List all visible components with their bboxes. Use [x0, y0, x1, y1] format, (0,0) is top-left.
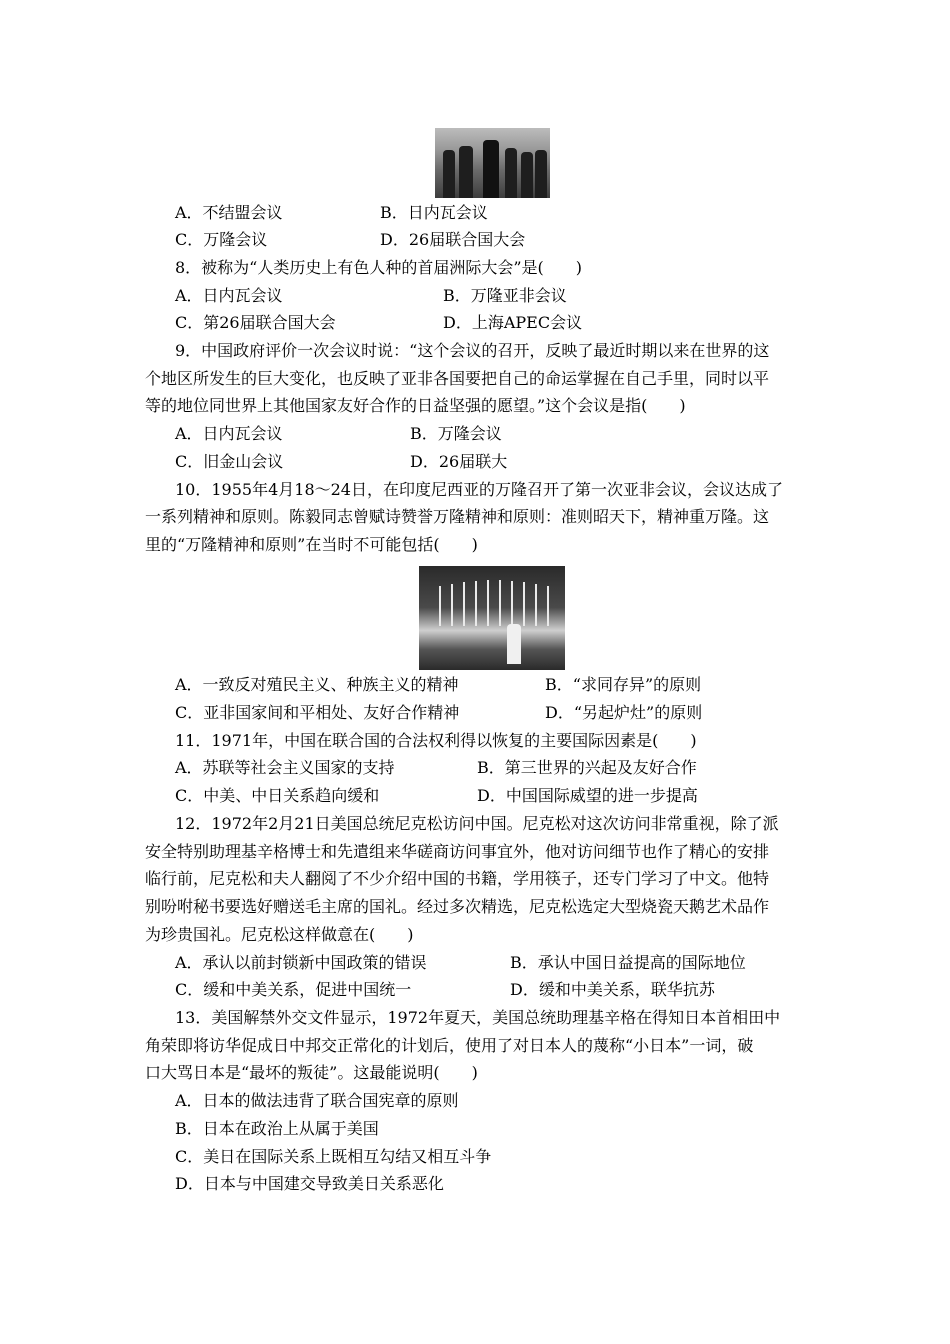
q13-option-c: C．美日在国际关系上既相互勾结又相互斗争 [175, 1147, 492, 1166]
q12-stem-line-4: 别吩咐秘书要选好赠送毛主席的国礼。经过多次精选，尼克松选定大型烧瓷天鹅艺术品作 [145, 897, 770, 916]
q9-option-a: A．日内瓦会议 [175, 424, 283, 443]
q9-option-b: B．万隆会议 [410, 424, 502, 443]
q11-option-b: B．第三世界的兴起及友好合作 [477, 758, 697, 777]
conference-hall-photo [419, 566, 565, 670]
q9-option-c: C．旧金山会议 [175, 452, 284, 471]
q10-option-c: C．亚非国家间和平相处、友好合作精神 [175, 703, 460, 722]
delegation-photo [435, 128, 550, 198]
q10-option-a: A．一致反对殖民主义、种族主义的精神 [175, 675, 459, 694]
q13-option-d: D．日本与中国建交导致美日关系恶化 [175, 1174, 444, 1193]
q9-option-d: D．26届联大 [410, 452, 508, 471]
q10-option-b: B．“求同存异”的原则 [545, 675, 702, 694]
q11-option-c: C．中美、中日关系趋向缓和 [175, 786, 380, 805]
q9-stem-line-1: 9．中国政府评价一次会议时说：“这个会议的召开，反映了最近时期以来在世界的这 [175, 341, 770, 360]
q8-stem: 8．被称为“人类历史上有色人种的首届洲际大会”是( ) [175, 258, 583, 277]
q12-option-b: B．承认中国日益提高的国际地位 [510, 953, 746, 972]
q7-option-c: C．万隆会议 [175, 230, 268, 249]
q13-stem-line-2: 角荣即将访华促成日中邦交正常化的计划后，使用了对日本人的蔑称“小日本”一词，破 [145, 1036, 754, 1055]
q9-stem-line-3: 等的地位同世界上其他国家友好合作的日益坚强的愿望。”这个会议是指( ) [145, 396, 686, 415]
q13-option-a: A．日本的做法违背了联合国宪章的原则 [175, 1091, 459, 1110]
q12-stem-line-1: 12．1972年2月21日美国总统尼克松访问中国。尼克松对这次访问非常重视，除了派 [175, 814, 779, 833]
q12-option-c: C．缓和中美关系，促进中国统一 [175, 980, 412, 999]
q10-stem-line-2: 一系列精神和原则。陈毅同志曾赋诗赞誉万隆精神和原则：准则昭天下，精神重万隆。这 [145, 507, 770, 526]
q13-stem-line-3: 口大骂日本是“最坏的叛徒”。这最能说明( ) [145, 1063, 478, 1082]
q11-option-a: A．苏联等社会主义国家的支持 [175, 758, 395, 777]
q7-option-a: A．不结盟会议 [175, 203, 283, 222]
q10-stem-line-1: 10．1955年4月18～24日，在印度尼西亚的万隆召开了第一次亚非会议，会议达成了 [175, 480, 783, 499]
q10-option-d: D．“另起炉灶”的原则 [545, 703, 703, 722]
q12-stem-line-5: 为珍贵国礼。尼克松这样做意在( ) [145, 925, 414, 944]
q7-option-d: D．26届联合国大会 [380, 230, 526, 249]
q8-option-b: B．万隆亚非会议 [443, 286, 567, 305]
q9-stem-line-2: 个地区所发生的巨大变化，也反映了亚非各国要把自己的命运掌握在自己手里，同时以平 [145, 369, 770, 388]
q8-option-d: D．上海APEC会议 [443, 313, 583, 332]
q11-stem: 11．1971年，中国在联合国的合法权利得以恢复的主要国际因素是( ) [175, 731, 697, 750]
q7-option-b: B．日内瓦会议 [380, 203, 488, 222]
q8-option-c: C．第26届联合国大会 [175, 313, 336, 332]
q13-option-b: B．日本在政治上从属于美国 [175, 1119, 379, 1138]
q12-option-a: A．承认以前封锁新中国政策的错误 [175, 953, 427, 972]
q13-stem-line-1: 13．美国解禁外交文件显示，1972年夏天，美国总统助理基辛格在得知日本首相田中 [175, 1008, 781, 1027]
q12-stem-line-2: 安全特别助理基辛格博士和先遣组来华磋商访问事宜外，他对访问细节也作了精心的安排 [145, 842, 770, 861]
q8-option-a: A．日内瓦会议 [175, 286, 283, 305]
q12-option-d: D．缓和中美关系，联华抗苏 [510, 980, 715, 999]
q12-stem-line-3: 临行前，尼克松和夫人翻阅了不少介绍中国的书籍，学用筷子，还专门学习了中文。他特 [145, 869, 770, 888]
q10-stem-line-3: 里的“万隆精神和原则”在当时不可能包括( ) [145, 535, 478, 554]
q11-option-d: D．中国国际威望的进一步提高 [477, 786, 698, 805]
